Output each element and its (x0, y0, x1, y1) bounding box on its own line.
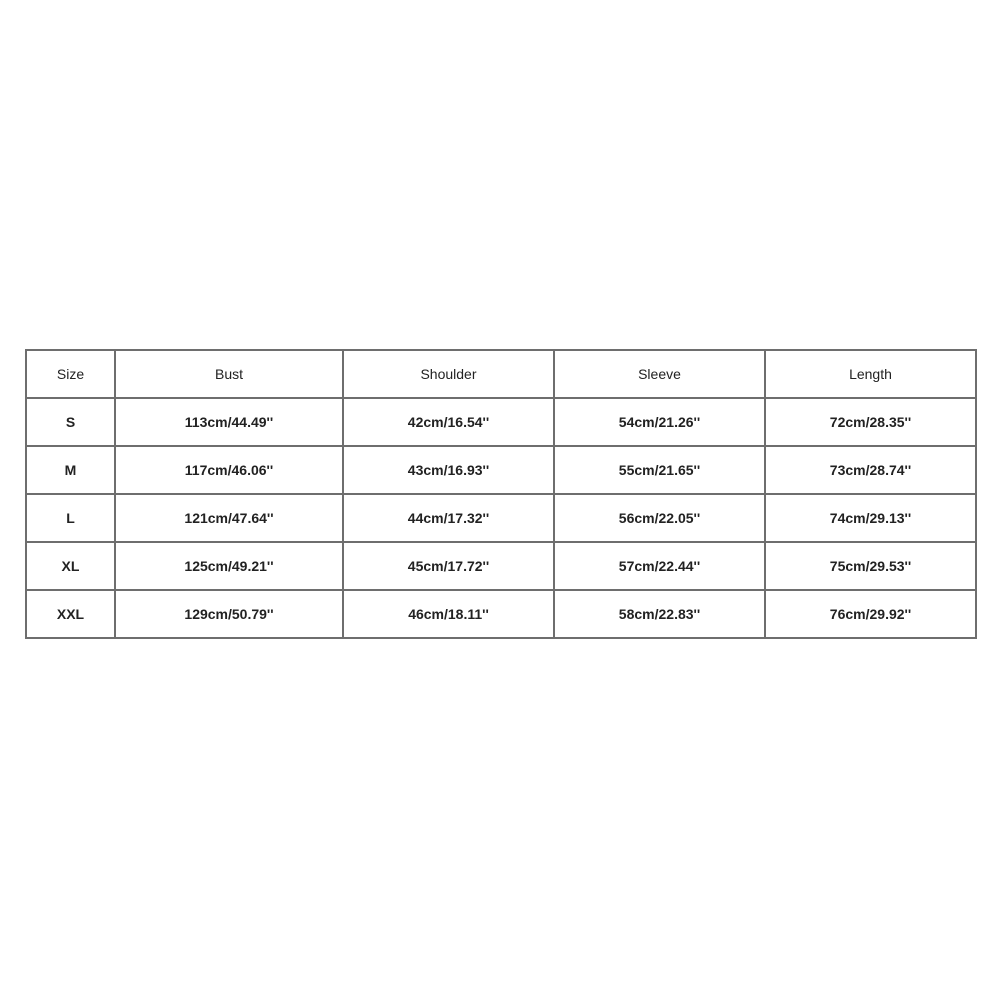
header-shoulder: Shoulder (343, 350, 554, 398)
shoulder-cell: 46cm/18.11'' (343, 590, 554, 638)
sleeve-cell: 56cm/22.05'' (554, 494, 765, 542)
bust-cell: 113cm/44.49'' (115, 398, 343, 446)
header-sleeve: Sleeve (554, 350, 765, 398)
length-cell: 73cm/28.74'' (765, 446, 976, 494)
sleeve-cell: 54cm/21.26'' (554, 398, 765, 446)
size-cell: XL (26, 542, 115, 590)
table-row (26, 398, 976, 446)
bust-cell: 121cm/47.64'' (115, 494, 343, 542)
header-row (26, 350, 976, 398)
table-row (26, 446, 976, 494)
header-length: Length (765, 350, 976, 398)
length-cell: 76cm/29.92'' (765, 590, 976, 638)
length-cell: 72cm/28.35'' (765, 398, 976, 446)
table-row (26, 590, 976, 638)
header-size: Size (26, 350, 115, 398)
size-cell: M (26, 446, 115, 494)
bust-cell: 117cm/46.06'' (115, 446, 343, 494)
length-cell: 75cm/29.53'' (765, 542, 976, 590)
shoulder-cell: 42cm/16.54'' (343, 398, 554, 446)
size-cell: S (26, 398, 115, 446)
sleeve-cell: 58cm/22.83'' (554, 590, 765, 638)
table-row (26, 494, 976, 542)
bust-cell: 129cm/50.79'' (115, 590, 343, 638)
size-chart-table (25, 349, 977, 639)
table-row (26, 542, 976, 590)
length-cell: 74cm/29.13'' (765, 494, 976, 542)
size-cell: L (26, 494, 115, 542)
shoulder-cell: 45cm/17.72'' (343, 542, 554, 590)
size-cell: XXL (26, 590, 115, 638)
bust-cell: 125cm/49.21'' (115, 542, 343, 590)
sleeve-cell: 55cm/21.65'' (554, 446, 765, 494)
sleeve-cell: 57cm/22.44'' (554, 542, 765, 590)
shoulder-cell: 44cm/17.32'' (343, 494, 554, 542)
shoulder-cell: 43cm/16.93'' (343, 446, 554, 494)
header-bust: Bust (115, 350, 343, 398)
